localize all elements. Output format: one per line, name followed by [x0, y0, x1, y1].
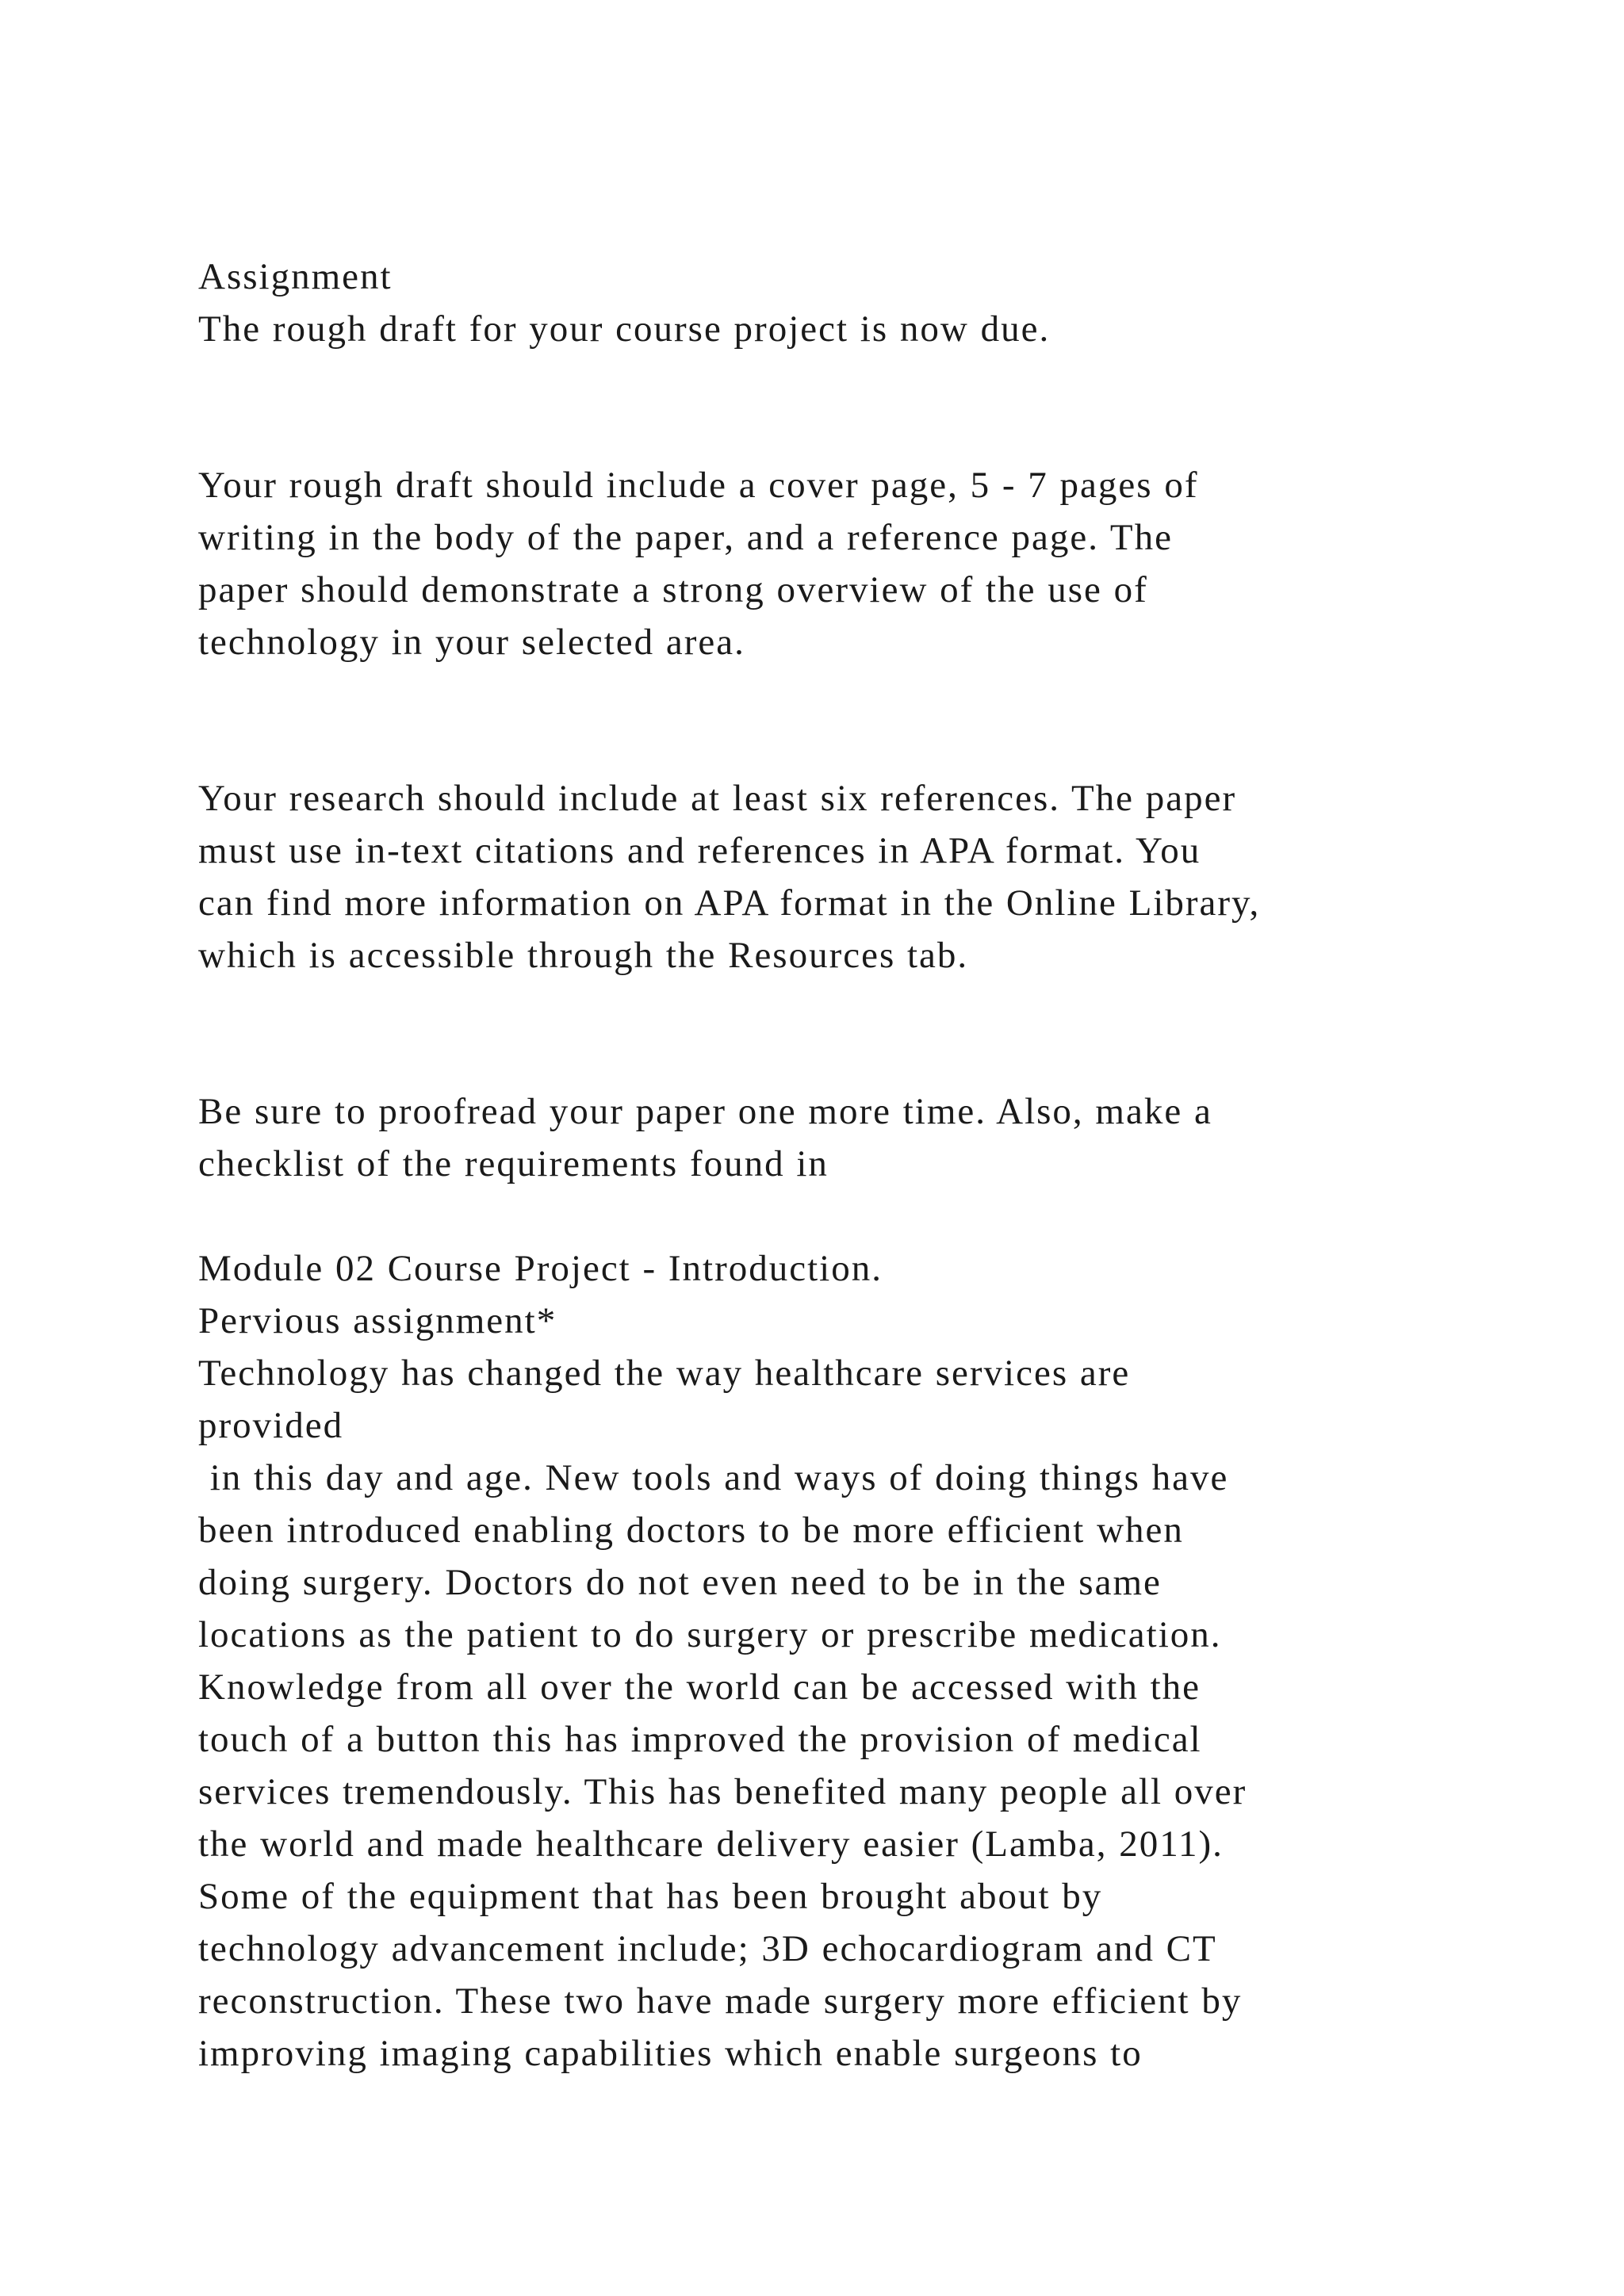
- text-line: checklist of the requirements found in: [198, 1143, 829, 1184]
- paragraph-gap: [198, 355, 1594, 459]
- text-line: must use in-text citations and references in APA format. You: [198, 830, 1201, 871]
- text-line: in this day and age. New tools and ways of doing things have: [198, 1457, 1229, 1498]
- text-line: Pervious assignment*: [198, 1300, 557, 1341]
- text-line: the world and made healthcare delivery easier (Lamba, 2011).: [198, 1823, 1224, 1865]
- paragraph: [198, 1242, 1594, 2080]
- text-line: technology in your selected area.: [198, 622, 745, 663]
- paragraph-gap: [198, 668, 1594, 772]
- text-line: Module 02 Course Project - Introduction.: [198, 1248, 883, 1289]
- text-line: Knowledge from all over the world can be accessed with the: [198, 1667, 1201, 1708]
- text-line: which is accessible through the Resources tab.: [198, 935, 969, 976]
- text-line: locations as the patient to do surgery or prescribe medication.: [198, 1614, 1222, 1655]
- text-line: Technology has changed the way healthcare services are: [198, 1353, 1131, 1394]
- text-line: writing in the body of the paper, and a reference page. The: [198, 517, 1173, 558]
- paragraph: [198, 459, 1594, 668]
- text-line: Some of the equipment that has been brought about by: [198, 1876, 1103, 1917]
- text-line: technology advancement include; 3D echocardiogram and CT: [198, 1928, 1217, 1969]
- text-line: Your rough draft should include a cover page, 5 - 7 pages of: [198, 465, 1199, 506]
- paragraph-gap: [198, 1190, 1594, 1242]
- text-line: doing surgery. Doctors do not even need to be in the same: [198, 1562, 1162, 1603]
- paragraph: [198, 251, 1594, 355]
- paragraph-gap: [198, 982, 1594, 1085]
- paragraph: [198, 772, 1594, 982]
- text-line: been introduced enabling doctors to be more efficient when: [198, 1510, 1184, 1551]
- text-line: The rough draft for your course project is now due.: [198, 308, 1051, 350]
- text-line: Be sure to proofread your paper one more time. Also, make a: [198, 1091, 1212, 1132]
- paragraph: [198, 1085, 1594, 1190]
- text-line: Your research should include at least six references. The paper: [198, 778, 1237, 819]
- text-line: improving imaging capabilities which enable surgeons to: [198, 2033, 1143, 2074]
- text-line: paper should demonstrate a strong overview of the use of: [198, 569, 1148, 610]
- text-line: Assignment: [198, 256, 393, 297]
- text-line: services tremendously. This has benefited many people all over: [198, 1771, 1247, 1812]
- text-line: touch of a button this has improved the provision of medical: [198, 1719, 1202, 1760]
- text-line: provided: [198, 1405, 344, 1446]
- text-line: reconstruction. These two have made surgery more efficient by: [198, 1980, 1243, 2022]
- text-line: can find more information on APA format in the Online Library,: [198, 882, 1261, 924]
- document-body: [198, 251, 1594, 2080]
